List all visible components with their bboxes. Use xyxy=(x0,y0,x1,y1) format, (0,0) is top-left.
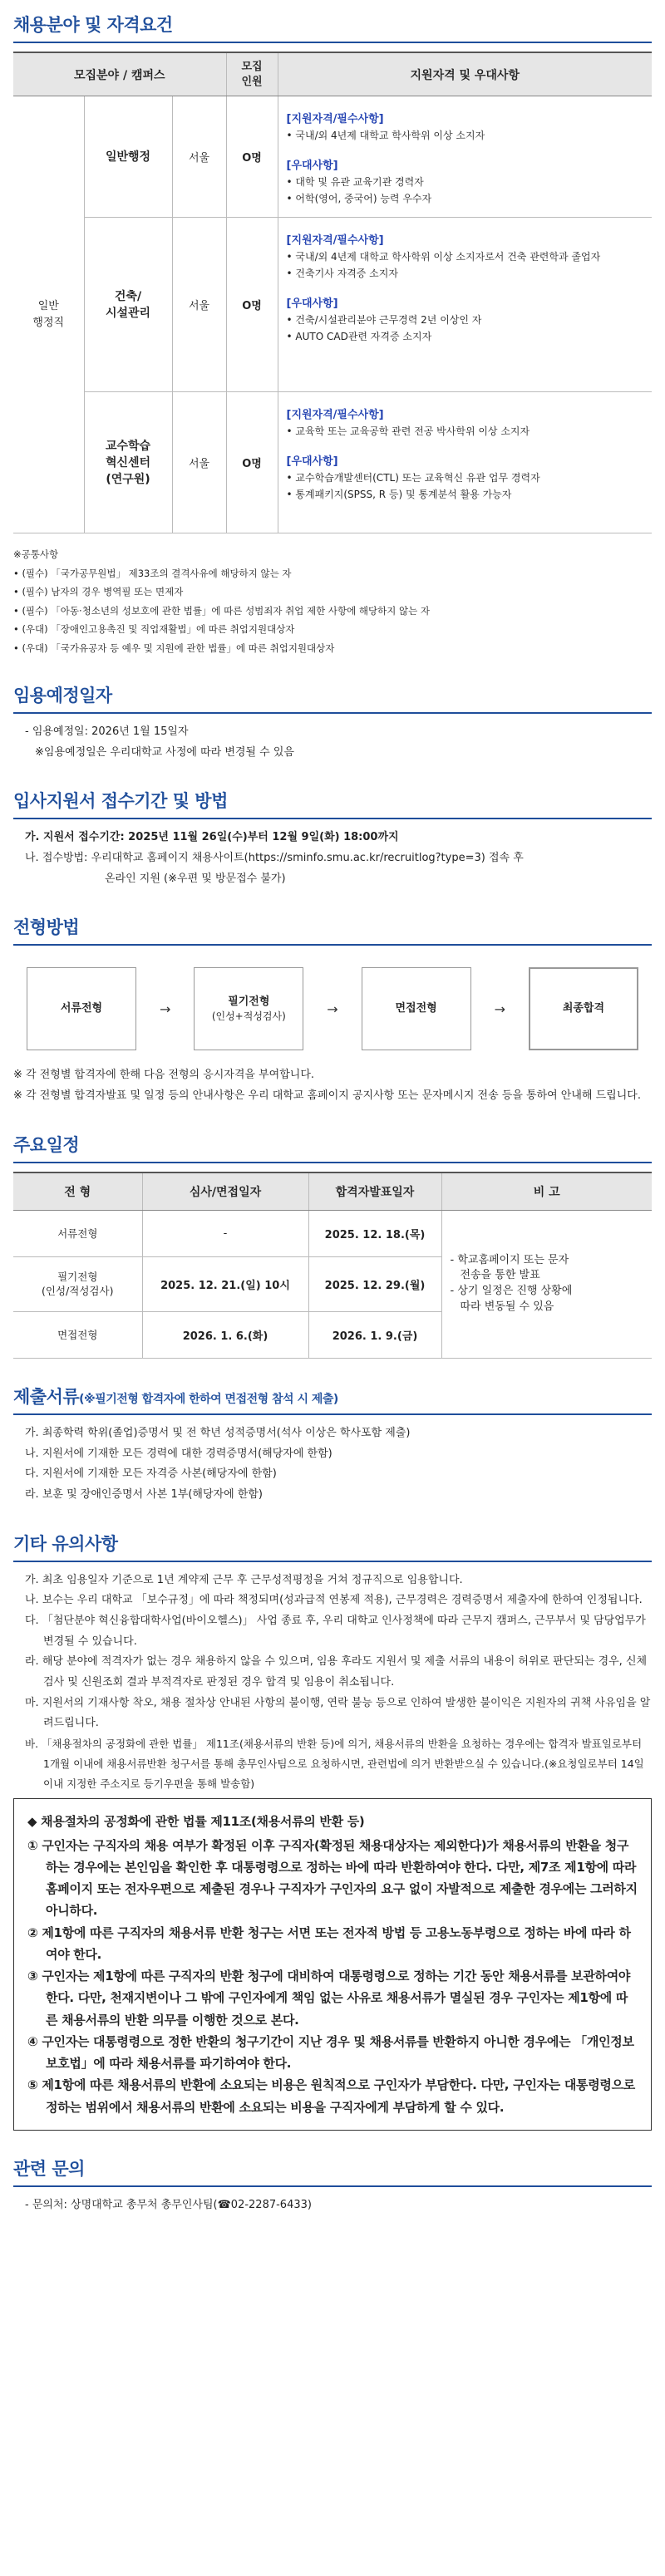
requirements-table xyxy=(13,52,652,533)
law-item: ② 제1항에 따른 구직자의 채용서류 반환 청구는 서면 또는 전자적 방법 등 고용노동부령으로 정하는 바에 따라 하여야 한다. xyxy=(27,1925,631,1962)
preferred-item: • 대학 및 유관 교육기관 경력자 xyxy=(286,175,424,188)
header-announce-date: 합격자발표일자 xyxy=(308,1172,441,1211)
review-date-cell: - xyxy=(142,1210,308,1256)
application-method: 나. 접수방법: 우리대학교 홈페이지 채용사이트(https://sminfo.smu.ac.kr/recruitlog?type=3) 접속 후 xyxy=(25,852,524,865)
count-cell: O명 xyxy=(226,96,278,218)
preferred-item: • AUTO CAD관련 자격증 소지자 xyxy=(286,330,432,342)
qualification-cell xyxy=(278,392,652,533)
note-line: ※공통사항 xyxy=(13,548,59,561)
review-date-cell: 2026. 1. 6.(화) xyxy=(142,1311,308,1358)
schedule-table xyxy=(13,1172,652,1359)
required-item: • 건축기사 자격증 소지자 xyxy=(286,268,398,280)
application-period: 가. 지원서 접수기간: 2025년 11월 26일(수)부터 12월 9일(화) 18:00까지 xyxy=(25,831,399,844)
section-contact xyxy=(13,2156,652,2216)
law-item: ③ 구인자는 제1항에 따른 구직자의 반환 청구에 대비하여 대통령령으로 정하는 기간 동안 채용서류를 보관하여야 한다. 다만, 천재지변이나 그 밖에 구인자에게 책임 없는 사유로 채용서류가 멸실된 경우 구인자는 제1항에 따른 채용서류의 반환 의무를 이행한 것으로 본다. xyxy=(27,1969,631,2028)
selection-note: ※ 각 전형별 합격자발표 및 일정 등의 안내사항은 우리 대학교 홈페이지 공지사항 또는 문자메시지 전송 등을 통하여 안내해 드립니다. xyxy=(13,1089,641,1103)
other-note-item: 라. 해당 분야에 적격자가 없는 경우 채용하지 않을 수 있으며, 임용 후라도 지원서 및 제출 서류의 내용이 허위로 판단되는 경우, 신체검사 및 신원조회 결과 부적격자로 판정된 경우 합격 및 임용이 취소됩니다. xyxy=(25,1655,648,1689)
law-item: ⑤ 제1항에 따른 채용서류의 반환에 소요되는 비용은 원칙적으로 구인자가 부담한다. 다만, 구인자는 대통령령으로 정하는 범위에서 채용서류의 반환에 소요되는 비용을 구직자에게 부담하게 할 수 있다. xyxy=(27,2077,635,2115)
document-item: 다. 지원서에 기재한 모든 자격증 사본(해당자에 한함) xyxy=(25,1467,277,1481)
step-document-screening xyxy=(27,967,136,1050)
header-field: 모집분야 / 캠퍼스 xyxy=(13,52,226,96)
common-notes xyxy=(13,545,652,657)
announce-date-cell: 2025. 12. 18.(목) xyxy=(308,1210,441,1256)
campus-cell: 서울 xyxy=(172,96,226,218)
remark-line: - 학교홈페이지 또는 문자 xyxy=(450,1253,569,1266)
stage-cell: 면접전형 xyxy=(13,1311,142,1358)
note-line: • (필수) 「아동·청소년의 성보호에 관한 법률」에 따른 성범죄자 취업 제한 사항에 해당하지 않는 자 xyxy=(13,604,430,617)
header-remarks: 비 고 xyxy=(441,1172,652,1211)
other-note-item: 마. 지원서의 기재사항 착오, 채용 절차상 안내된 사항의 불이행, 연락 불능 등으로 인하여 발생한 불이익은 지원자의 귀책 사유임을 알려드립니다. xyxy=(25,1696,651,1730)
step-interview xyxy=(362,967,471,1050)
required-tag: [지원자격/필수사항] xyxy=(286,234,384,248)
announce-date-cell: 2026. 1. 9.(금) xyxy=(308,1311,441,1358)
section-title-contact: 관련 문의 xyxy=(13,2156,652,2187)
section-title-other: 기타 유의사항 xyxy=(13,1531,652,1562)
qualification-cell xyxy=(278,96,652,218)
step-final-pass xyxy=(529,967,638,1050)
unit-cell: 건축/ 시설관리 xyxy=(84,218,172,392)
document-item: 가. 최종학력 학위(졸업)증명서 및 전 학년 성적증명서(석사 이상은 학사포함 제출) xyxy=(25,1426,411,1439)
step-label: 최종합격 xyxy=(562,1002,605,1015)
document-item: 라. 보훈 및 장애인증명서 사본 1부(해당자에 한함) xyxy=(25,1487,263,1501)
documents-title: 제출서류 xyxy=(13,1386,80,1407)
group-cell: 일반 행정직 xyxy=(13,96,84,533)
required-item: • 국내/외 4년제 대학교 학사학위 이상 소지자 xyxy=(286,130,485,142)
count-cell: O명 xyxy=(226,392,278,533)
document-item: 나. 지원서에 기재한 모든 경력에 대한 경력증명서(해당자에 한함) xyxy=(25,1447,332,1460)
review-date-cell: 2025. 12. 21.(일) 10시 xyxy=(142,1256,308,1311)
section-application xyxy=(13,788,652,889)
law-title: ◆ 채용절차의 공정화에 관한 법률 제11조(채용서류의 반환 등) xyxy=(27,1814,365,1830)
campus-cell: 서울 xyxy=(172,392,226,533)
section-other-notes xyxy=(13,1531,652,2131)
note-line: • (우대) 「장애인고용촉진 및 직업재활법」에 따른 취업지원대상자 xyxy=(13,623,295,636)
other-note-item: 나. 보수는 우리 대학교 「보수규정」에 따라 책정되며(성과급적 연봉제 적용), 근무경력은 경력증명서 제출자에 한하여 인정됩니다. xyxy=(25,1594,643,1607)
step-sublabel: (인성+적성검사) xyxy=(211,1010,286,1023)
arrow-icon: → xyxy=(494,1000,505,1017)
other-note-item: 다. 「첨단분야 혁신융합대학사업(바이오헬스)」 사업 종료 후, 우리 대학교 인사정책에 따라 근무지 캠퍼스, 근무부서 및 담당업무가 변경될 수 있습니다. xyxy=(25,1614,646,1648)
process-flow xyxy=(27,967,638,1050)
section-title-application: 입사지원서 접수기간 및 방법 xyxy=(13,788,652,819)
stage-cell: 서류전형 xyxy=(13,1210,142,1256)
preferred-item: • 건축/시설관리분야 근무경력 2년 이상인 자 xyxy=(286,314,482,327)
law-item: ④ 구인자는 대통령령으로 정한 반환의 청구기간이 지난 경우 및 채용서류를 반환하지 아니한 경우에는 「개인정보 보호법」에 따라 채용서류를 파기하여야 한다. xyxy=(27,2033,634,2072)
note-line: • (필수) 남자의 경우 병역필 또는 면제자 xyxy=(13,586,184,598)
preferred-item: • 어학(영어, 중국어) 능력 우수자 xyxy=(286,192,432,204)
other-note-item: 가. 최초 임용일자 기준으로 1년 계약제 근무 후 근무성적평정을 거쳐 정규직으로 임용합니다. xyxy=(25,1573,463,1586)
section-selection-process xyxy=(13,914,652,1106)
step-label: 필기전형 xyxy=(228,995,270,1008)
section-title-appointment: 임용예정일자 xyxy=(13,682,652,714)
required-item: • 교육학 또는 교육공학 관련 전공 박사학위 이상 소지자 xyxy=(286,425,530,438)
unit-cell: 일반행정 xyxy=(84,96,172,218)
section-appointment-date xyxy=(13,682,652,763)
section-title-documents xyxy=(13,1384,652,1415)
section-documents xyxy=(13,1384,652,1506)
preferred-item: • 교수학습개발센터(CTL) 또는 교육혁신 유관 업무 경력자 xyxy=(286,472,540,484)
count-cell: O명 xyxy=(226,218,278,392)
step-label: 서류전형 xyxy=(60,1002,103,1015)
other-note-item: 바. 「채용절차의 공정화에 관한 법률」 제11조(채용서류의 반환 등)에 의거, 채용서류의 반환을 요청하는 경우에는 합격자 발표일로부터 1개월 이내에 채용서류반환 청구서를 통해 총무인사팀으로 요청하시면, 관련법에 의거 반환받으실 수 있습니다.(※요청일로부터 14일 이내 지정한 주소지로 등기우편을 통해 발송함) xyxy=(25,1738,644,1790)
remark-line: 전송을 통한 발표 xyxy=(460,1269,540,1282)
arrow-icon: → xyxy=(327,1000,338,1017)
application-method-note: 온라인 지원 (※우편 및 방문접수 불가) xyxy=(105,872,286,885)
remark-line: 따라 변동될 수 있음 xyxy=(460,1300,554,1314)
preferred-tag: [우대사항] xyxy=(286,159,338,172)
section-requirements xyxy=(13,12,652,657)
arrow-icon: → xyxy=(159,1000,171,1017)
campus-cell: 서울 xyxy=(172,218,226,392)
section-title-schedule: 주요일정 xyxy=(13,1132,652,1163)
law-box xyxy=(13,1798,652,2131)
header-stage: 전 형 xyxy=(13,1172,142,1211)
contact-line: - 문의처: 상명대학교 총무처 총무인사팀(☎02-2287-6433) xyxy=(25,2198,312,2211)
remarks-cell xyxy=(441,1210,652,1358)
header-qualification: 지원자격 및 우대사항 xyxy=(278,52,652,96)
section-title-requirements: 채용분야 및 자격요건 xyxy=(13,12,652,43)
step-label: 면접전형 xyxy=(395,1002,437,1015)
appointment-note: ※임용예정일은 우리대학교 사정에 따라 변경될 수 있음 xyxy=(35,745,294,759)
required-tag: [지원자격/필수사항] xyxy=(286,113,384,126)
section-schedule xyxy=(13,1132,652,1359)
law-item: ① 구인자는 구직자의 채용 여부가 확정된 이후 구직자(확정된 채용대상자는 제외한다)가 채용서류의 반환을 청구하는 경우에는 본인임을 확인한 후 대통령령으로 정하는 바에 따라 반환하여야 한다. 다만, 제7조 제1항에 따라 홈페이지 또는 전자우편으로 제출된 경우나 구직자가 구인자의 요구 없이 자발적으로 제출한 경우에는 그러하지 아니하다. xyxy=(27,1837,638,1919)
selection-note: ※ 각 전형별 합격자에 한해 다음 전형의 응시자격을 부여합니다. xyxy=(13,1069,315,1082)
required-tag: [지원자격/필수사항] xyxy=(286,409,384,422)
preferred-tag: [우대사항] xyxy=(286,297,338,311)
preferred-tag: [우대사항] xyxy=(286,455,338,469)
header-review-date: 심사/면접일자 xyxy=(142,1172,308,1211)
stage-cell: 필기전형 (인성/적성검사) xyxy=(13,1256,142,1311)
announce-date-cell: 2025. 12. 29.(월) xyxy=(308,1256,441,1311)
step-written-test xyxy=(194,967,303,1050)
remark-line: - 상기 일정은 진행 상황에 xyxy=(450,1285,573,1298)
note-line: • (필수) 「국가공무원법」 제33조의 결격사유에 해당하지 않는 자 xyxy=(13,567,292,579)
qualification-cell xyxy=(278,218,652,392)
note-line: • (우대) 「국가유공자 등 예우 및 지원에 관한 법률」에 따른 취업지원대상자 xyxy=(13,642,335,654)
header-count: 모집 인원 xyxy=(226,52,278,96)
appointment-line: - 임용예정일: 2026년 1월 15일자 xyxy=(25,725,189,739)
preferred-item: • 통계패키지(SPSS, R 등) 및 통계분석 활용 가능자 xyxy=(286,489,512,501)
required-item: • 국내/외 4년제 대학교 학사학위 이상 소지자로서 건축 관련학과 졸업자 xyxy=(286,251,601,263)
unit-cell: 교수학습 혁신센터 (연구원) xyxy=(84,392,172,533)
section-title-selection: 전형방법 xyxy=(13,914,652,946)
documents-subtitle: (※필기전형 합격자에 한하여 면접전형 참석 시 제출) xyxy=(79,1392,338,1406)
